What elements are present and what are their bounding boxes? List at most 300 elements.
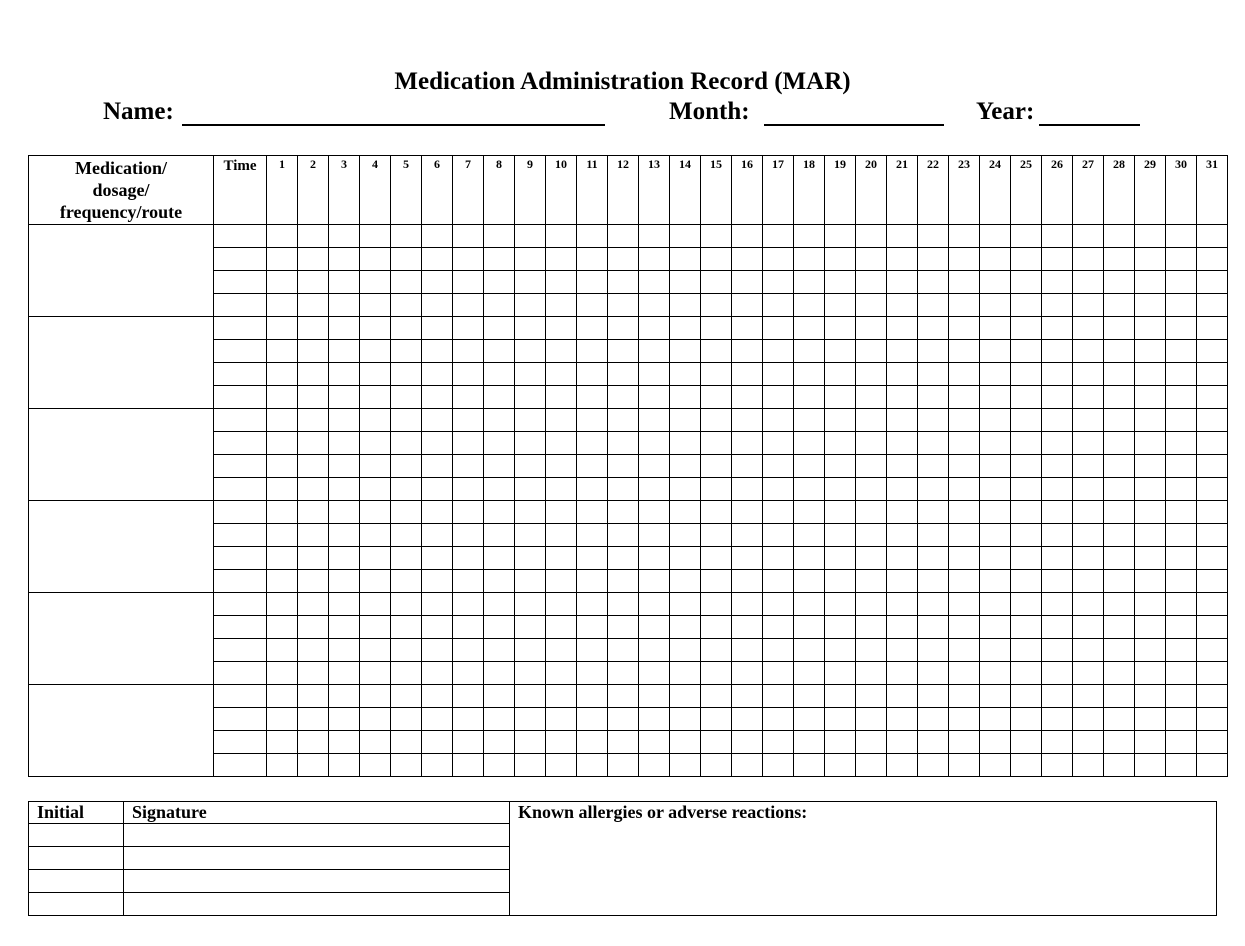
day-cell[interactable] (1073, 248, 1104, 271)
day-cell[interactable] (1042, 409, 1073, 432)
day-cell[interactable] (639, 409, 670, 432)
day-cell[interactable] (794, 363, 825, 386)
day-cell[interactable] (360, 248, 391, 271)
day-cell[interactable] (484, 731, 515, 754)
day-cell[interactable] (515, 432, 546, 455)
day-cell[interactable] (546, 363, 577, 386)
day-cell[interactable] (298, 754, 329, 777)
day-cell[interactable] (577, 616, 608, 639)
day-cell[interactable] (484, 685, 515, 708)
time-cell[interactable] (214, 271, 267, 294)
day-cell[interactable] (391, 432, 422, 455)
day-cell[interactable] (1011, 593, 1042, 616)
day-cell[interactable] (484, 570, 515, 593)
day-cell[interactable] (422, 662, 453, 685)
day-cell[interactable] (546, 731, 577, 754)
time-cell[interactable] (214, 685, 267, 708)
day-cell[interactable] (732, 524, 763, 547)
day-cell[interactable] (856, 271, 887, 294)
day-cell[interactable] (887, 708, 918, 731)
day-cell[interactable] (856, 524, 887, 547)
day-cell[interactable] (329, 685, 360, 708)
day-cell[interactable] (825, 685, 856, 708)
day-cell[interactable] (1135, 386, 1166, 409)
day-cell[interactable] (422, 731, 453, 754)
day-cell[interactable] (670, 593, 701, 616)
day-cell[interactable] (515, 455, 546, 478)
day-cell[interactable] (949, 386, 980, 409)
day-cell[interactable] (267, 432, 298, 455)
day-cell[interactable] (298, 363, 329, 386)
month-field[interactable] (764, 124, 944, 126)
day-cell[interactable] (608, 317, 639, 340)
day-cell[interactable] (670, 363, 701, 386)
day-cell[interactable] (1197, 754, 1228, 777)
time-cell[interactable] (214, 478, 267, 501)
day-cell[interactable] (608, 409, 639, 432)
day-cell[interactable] (918, 593, 949, 616)
day-cell[interactable] (1135, 662, 1166, 685)
day-cell[interactable] (949, 248, 980, 271)
day-cell[interactable] (453, 409, 484, 432)
day-cell[interactable] (763, 478, 794, 501)
day-cell[interactable] (1135, 754, 1166, 777)
day-cell[interactable] (546, 616, 577, 639)
day-cell[interactable] (453, 455, 484, 478)
day-cell[interactable] (825, 501, 856, 524)
day-cell[interactable] (639, 225, 670, 248)
day-cell[interactable] (608, 455, 639, 478)
day-cell[interactable] (546, 271, 577, 294)
day-cell[interactable] (856, 225, 887, 248)
time-cell[interactable] (214, 708, 267, 731)
day-cell[interactable] (1073, 524, 1104, 547)
day-cell[interactable] (701, 616, 732, 639)
day-cell[interactable] (732, 225, 763, 248)
day-cell[interactable] (1011, 271, 1042, 294)
day-cell[interactable] (298, 685, 329, 708)
day-cell[interactable] (515, 294, 546, 317)
day-cell[interactable] (298, 639, 329, 662)
year-field[interactable] (1039, 124, 1140, 126)
day-cell[interactable] (670, 616, 701, 639)
day-cell[interactable] (1073, 708, 1104, 731)
day-cell[interactable] (1197, 317, 1228, 340)
day-cell[interactable] (670, 639, 701, 662)
day-cell[interactable] (887, 547, 918, 570)
day-cell[interactable] (1042, 317, 1073, 340)
day-cell[interactable] (794, 754, 825, 777)
time-cell[interactable] (214, 639, 267, 662)
day-cell[interactable] (1135, 639, 1166, 662)
day-cell[interactable] (267, 317, 298, 340)
day-cell[interactable] (1135, 432, 1166, 455)
day-cell[interactable] (670, 271, 701, 294)
day-cell[interactable] (732, 731, 763, 754)
day-cell[interactable] (1073, 455, 1104, 478)
day-cell[interactable] (918, 409, 949, 432)
day-cell[interactable] (980, 478, 1011, 501)
day-cell[interactable] (391, 731, 422, 754)
day-cell[interactable] (1104, 455, 1135, 478)
day-cell[interactable] (391, 294, 422, 317)
day-cell[interactable] (732, 570, 763, 593)
day-cell[interactable] (1135, 524, 1166, 547)
day-cell[interactable] (577, 432, 608, 455)
day-cell[interactable] (391, 754, 422, 777)
day-cell[interactable] (949, 455, 980, 478)
day-cell[interactable] (918, 294, 949, 317)
day-cell[interactable] (887, 662, 918, 685)
day-cell[interactable] (453, 731, 484, 754)
day-cell[interactable] (329, 547, 360, 570)
day-cell[interactable] (701, 248, 732, 271)
day-cell[interactable] (887, 317, 918, 340)
day-cell[interactable] (484, 524, 515, 547)
day-cell[interactable] (980, 524, 1011, 547)
day-cell[interactable] (887, 386, 918, 409)
day-cell[interactable] (360, 731, 391, 754)
day-cell[interactable] (546, 685, 577, 708)
day-cell[interactable] (329, 294, 360, 317)
day-cell[interactable] (1166, 524, 1197, 547)
day-cell[interactable] (577, 593, 608, 616)
day-cell[interactable] (670, 524, 701, 547)
day-cell[interactable] (639, 754, 670, 777)
day-cell[interactable] (918, 731, 949, 754)
day-cell[interactable] (980, 501, 1011, 524)
day-cell[interactable] (1042, 685, 1073, 708)
day-cell[interactable] (422, 501, 453, 524)
day-cell[interactable] (546, 409, 577, 432)
day-cell[interactable] (577, 225, 608, 248)
day-cell[interactable] (1166, 478, 1197, 501)
day-cell[interactable] (639, 386, 670, 409)
day-cell[interactable] (1197, 616, 1228, 639)
day-cell[interactable] (391, 662, 422, 685)
day-cell[interactable] (701, 708, 732, 731)
day-cell[interactable] (918, 225, 949, 248)
day-cell[interactable] (608, 662, 639, 685)
day-cell[interactable] (608, 616, 639, 639)
day-cell[interactable] (484, 409, 515, 432)
day-cell[interactable] (732, 248, 763, 271)
day-cell[interactable] (422, 639, 453, 662)
day-cell[interactable] (453, 340, 484, 363)
time-cell[interactable] (214, 294, 267, 317)
day-cell[interactable] (856, 639, 887, 662)
day-cell[interactable] (701, 455, 732, 478)
time-cell[interactable] (214, 731, 267, 754)
day-cell[interactable] (980, 455, 1011, 478)
day-cell[interactable] (825, 317, 856, 340)
day-cell[interactable] (825, 409, 856, 432)
day-cell[interactable] (546, 340, 577, 363)
day-cell[interactable] (887, 593, 918, 616)
day-cell[interactable] (422, 524, 453, 547)
day-cell[interactable] (639, 317, 670, 340)
day-cell[interactable] (1073, 662, 1104, 685)
day-cell[interactable] (1166, 685, 1197, 708)
day-cell[interactable] (794, 455, 825, 478)
day-cell[interactable] (980, 685, 1011, 708)
day-cell[interactable] (918, 685, 949, 708)
day-cell[interactable] (639, 547, 670, 570)
day-cell[interactable] (794, 570, 825, 593)
day-cell[interactable] (1011, 455, 1042, 478)
day-cell[interactable] (577, 754, 608, 777)
day-cell[interactable] (980, 708, 1011, 731)
day-cell[interactable] (732, 639, 763, 662)
day-cell[interactable] (267, 593, 298, 616)
day-cell[interactable] (484, 547, 515, 570)
day-cell[interactable] (794, 616, 825, 639)
day-cell[interactable] (546, 708, 577, 731)
day-cell[interactable] (794, 731, 825, 754)
day-cell[interactable] (453, 478, 484, 501)
day-cell[interactable] (887, 455, 918, 478)
day-cell[interactable] (515, 639, 546, 662)
day-cell[interactable] (267, 386, 298, 409)
day-cell[interactable] (1166, 363, 1197, 386)
day-cell[interactable] (1166, 708, 1197, 731)
day-cell[interactable] (1135, 248, 1166, 271)
day-cell[interactable] (670, 386, 701, 409)
day-cell[interactable] (1011, 340, 1042, 363)
day-cell[interactable] (1073, 386, 1104, 409)
time-cell[interactable] (214, 524, 267, 547)
day-cell[interactable] (1166, 639, 1197, 662)
day-cell[interactable] (546, 639, 577, 662)
day-cell[interactable] (1011, 478, 1042, 501)
day-cell[interactable] (887, 754, 918, 777)
day-cell[interactable] (1104, 340, 1135, 363)
day-cell[interactable] (484, 294, 515, 317)
day-cell[interactable] (639, 616, 670, 639)
day-cell[interactable] (949, 639, 980, 662)
day-cell[interactable] (1197, 248, 1228, 271)
day-cell[interactable] (949, 593, 980, 616)
day-cell[interactable] (422, 363, 453, 386)
time-cell[interactable] (214, 386, 267, 409)
day-cell[interactable] (670, 409, 701, 432)
day-cell[interactable] (1073, 225, 1104, 248)
day-cell[interactable] (701, 386, 732, 409)
day-cell[interactable] (360, 225, 391, 248)
day-cell[interactable] (825, 731, 856, 754)
day-cell[interactable] (1135, 271, 1166, 294)
day-cell[interactable] (1135, 409, 1166, 432)
day-cell[interactable] (1104, 271, 1135, 294)
day-cell[interactable] (1042, 570, 1073, 593)
day-cell[interactable] (577, 478, 608, 501)
day-cell[interactable] (453, 570, 484, 593)
day-cell[interactable] (1104, 639, 1135, 662)
day-cell[interactable] (639, 363, 670, 386)
day-cell[interactable] (577, 340, 608, 363)
day-cell[interactable] (1166, 731, 1197, 754)
day-cell[interactable] (763, 616, 794, 639)
day-cell[interactable] (794, 409, 825, 432)
day-cell[interactable] (298, 248, 329, 271)
day-cell[interactable] (546, 570, 577, 593)
time-cell[interactable] (214, 363, 267, 386)
day-cell[interactable] (1166, 271, 1197, 294)
day-cell[interactable] (1166, 340, 1197, 363)
day-cell[interactable] (639, 455, 670, 478)
day-cell[interactable] (422, 570, 453, 593)
day-cell[interactable] (949, 708, 980, 731)
day-cell[interactable] (577, 317, 608, 340)
time-cell[interactable] (214, 455, 267, 478)
day-cell[interactable] (794, 294, 825, 317)
day-cell[interactable] (825, 570, 856, 593)
day-cell[interactable] (949, 685, 980, 708)
day-cell[interactable] (391, 547, 422, 570)
initial-cell[interactable] (29, 870, 124, 893)
day-cell[interactable] (329, 225, 360, 248)
day-cell[interactable] (329, 248, 360, 271)
day-cell[interactable] (1042, 271, 1073, 294)
day-cell[interactable] (918, 616, 949, 639)
day-cell[interactable] (701, 271, 732, 294)
day-cell[interactable] (329, 616, 360, 639)
day-cell[interactable] (515, 570, 546, 593)
day-cell[interactable] (577, 386, 608, 409)
day-cell[interactable] (794, 708, 825, 731)
day-cell[interactable] (856, 570, 887, 593)
day-cell[interactable] (1073, 593, 1104, 616)
day-cell[interactable] (1197, 294, 1228, 317)
day-cell[interactable] (360, 455, 391, 478)
day-cell[interactable] (422, 593, 453, 616)
day-cell[interactable] (1073, 294, 1104, 317)
day-cell[interactable] (887, 639, 918, 662)
day-cell[interactable] (608, 478, 639, 501)
day-cell[interactable] (1197, 685, 1228, 708)
day-cell[interactable] (1197, 708, 1228, 731)
day-cell[interactable] (329, 570, 360, 593)
day-cell[interactable] (608, 570, 639, 593)
day-cell[interactable] (763, 386, 794, 409)
day-cell[interactable] (484, 363, 515, 386)
day-cell[interactable] (360, 639, 391, 662)
day-cell[interactable] (825, 225, 856, 248)
day-cell[interactable] (484, 708, 515, 731)
day-cell[interactable] (1011, 225, 1042, 248)
day-cell[interactable] (484, 248, 515, 271)
day-cell[interactable] (794, 340, 825, 363)
day-cell[interactable] (360, 754, 391, 777)
day-cell[interactable] (732, 432, 763, 455)
day-cell[interactable] (1135, 685, 1166, 708)
day-cell[interactable] (360, 616, 391, 639)
day-cell[interactable] (329, 317, 360, 340)
time-cell[interactable] (214, 340, 267, 363)
day-cell[interactable] (608, 271, 639, 294)
day-cell[interactable] (298, 340, 329, 363)
day-cell[interactable] (546, 225, 577, 248)
day-cell[interactable] (763, 248, 794, 271)
day-cell[interactable] (298, 478, 329, 501)
day-cell[interactable] (856, 731, 887, 754)
day-cell[interactable] (763, 570, 794, 593)
day-cell[interactable] (1011, 662, 1042, 685)
day-cell[interactable] (1197, 570, 1228, 593)
day-cell[interactable] (391, 478, 422, 501)
signature-cell[interactable] (124, 824, 510, 847)
day-cell[interactable] (918, 524, 949, 547)
day-cell[interactable] (1073, 478, 1104, 501)
day-cell[interactable] (391, 570, 422, 593)
day-cell[interactable] (298, 409, 329, 432)
day-cell[interactable] (608, 386, 639, 409)
day-cell[interactable] (1104, 363, 1135, 386)
day-cell[interactable] (980, 271, 1011, 294)
day-cell[interactable] (422, 386, 453, 409)
day-cell[interactable] (980, 639, 1011, 662)
day-cell[interactable] (763, 593, 794, 616)
day-cell[interactable] (1073, 317, 1104, 340)
day-cell[interactable] (1197, 731, 1228, 754)
day-cell[interactable] (1104, 248, 1135, 271)
day-cell[interactable] (1135, 501, 1166, 524)
day-cell[interactable] (794, 478, 825, 501)
day-cell[interactable] (794, 225, 825, 248)
day-cell[interactable] (856, 317, 887, 340)
day-cell[interactable] (484, 432, 515, 455)
day-cell[interactable] (670, 455, 701, 478)
day-cell[interactable] (701, 225, 732, 248)
day-cell[interactable] (1042, 225, 1073, 248)
day-cell[interactable] (918, 317, 949, 340)
day-cell[interactable] (732, 616, 763, 639)
day-cell[interactable] (422, 547, 453, 570)
day-cell[interactable] (1197, 225, 1228, 248)
day-cell[interactable] (577, 363, 608, 386)
day-cell[interactable] (825, 294, 856, 317)
day-cell[interactable] (1011, 294, 1042, 317)
day-cell[interactable] (360, 294, 391, 317)
day-cell[interactable] (577, 731, 608, 754)
day-cell[interactable] (1197, 455, 1228, 478)
day-cell[interactable] (918, 662, 949, 685)
day-cell[interactable] (608, 432, 639, 455)
day-cell[interactable] (1011, 409, 1042, 432)
day-cell[interactable] (360, 662, 391, 685)
day-cell[interactable] (887, 271, 918, 294)
day-cell[interactable] (980, 547, 1011, 570)
day-cell[interactable] (267, 570, 298, 593)
day-cell[interactable] (546, 547, 577, 570)
day-cell[interactable] (608, 363, 639, 386)
day-cell[interactable] (918, 570, 949, 593)
day-cell[interactable] (1011, 731, 1042, 754)
day-cell[interactable] (918, 455, 949, 478)
day-cell[interactable] (763, 363, 794, 386)
day-cell[interactable] (267, 754, 298, 777)
day-cell[interactable] (1135, 317, 1166, 340)
day-cell[interactable] (794, 501, 825, 524)
day-cell[interactable] (763, 662, 794, 685)
day-cell[interactable] (267, 547, 298, 570)
day-cell[interactable] (515, 478, 546, 501)
day-cell[interactable] (360, 547, 391, 570)
day-cell[interactable] (391, 708, 422, 731)
day-cell[interactable] (1042, 478, 1073, 501)
day-cell[interactable] (577, 409, 608, 432)
day-cell[interactable] (391, 616, 422, 639)
